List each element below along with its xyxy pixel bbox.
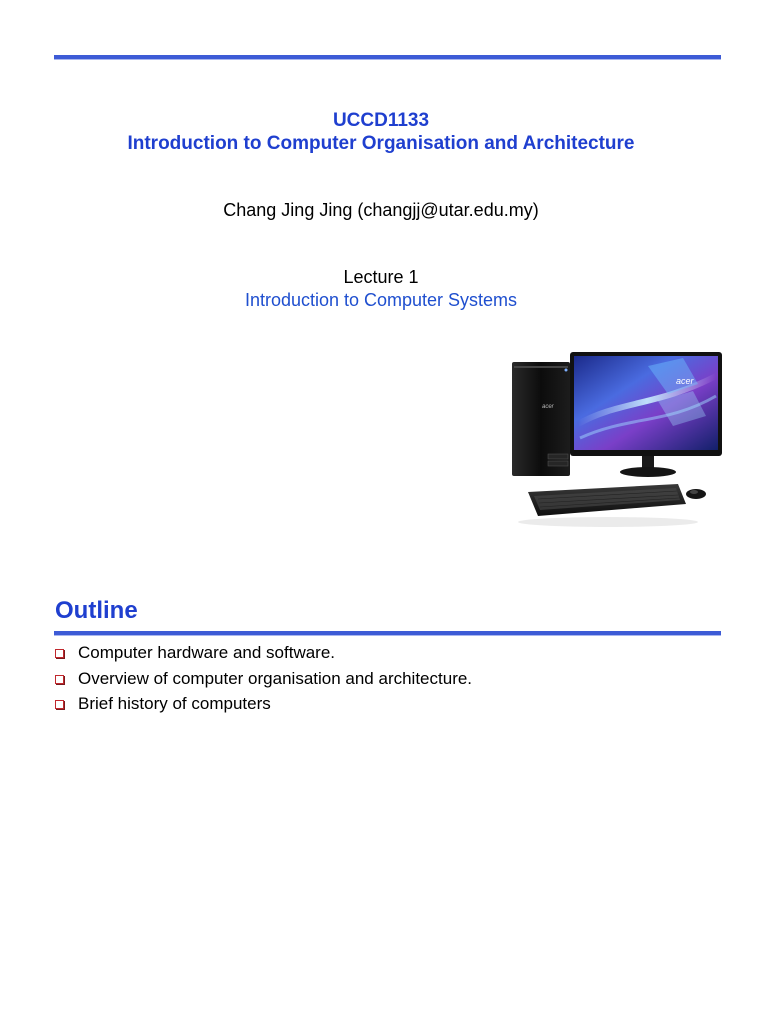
list-item-label: Computer hardware and software. — [78, 643, 336, 662]
desktop-computer-image — [508, 346, 728, 532]
course-code: UCCD1133 — [332, 110, 430, 131]
list-item-label: Brief history of computers — [78, 694, 271, 713]
svg-text:acer: acer — [676, 376, 694, 386]
lecture-title: Introduction to Computer Systems — [244, 290, 518, 310]
list-item-label: Overview of computer organisation and architecture. — [78, 668, 473, 688]
top-divider — [54, 55, 721, 60]
square-bullet-icon — [55, 675, 64, 684]
lecture-number: Lecture 1 — [343, 267, 419, 287]
square-bullet-icon — [55, 649, 64, 658]
list-item — [55, 643, 472, 669]
svg-text:acer: acer — [542, 404, 554, 410]
lecturer-contact: Chang Jing Jing (changjj@utar.edu.my) — [223, 200, 539, 220]
list-item — [55, 669, 472, 695]
list-item — [55, 694, 472, 720]
outline-list — [55, 643, 472, 720]
outline-divider — [54, 631, 721, 636]
course-title: Introduction to Computer Organisation and Architecture — [127, 133, 635, 154]
outline-heading: Outline — [55, 597, 138, 624]
square-bullet-icon — [55, 700, 64, 709]
